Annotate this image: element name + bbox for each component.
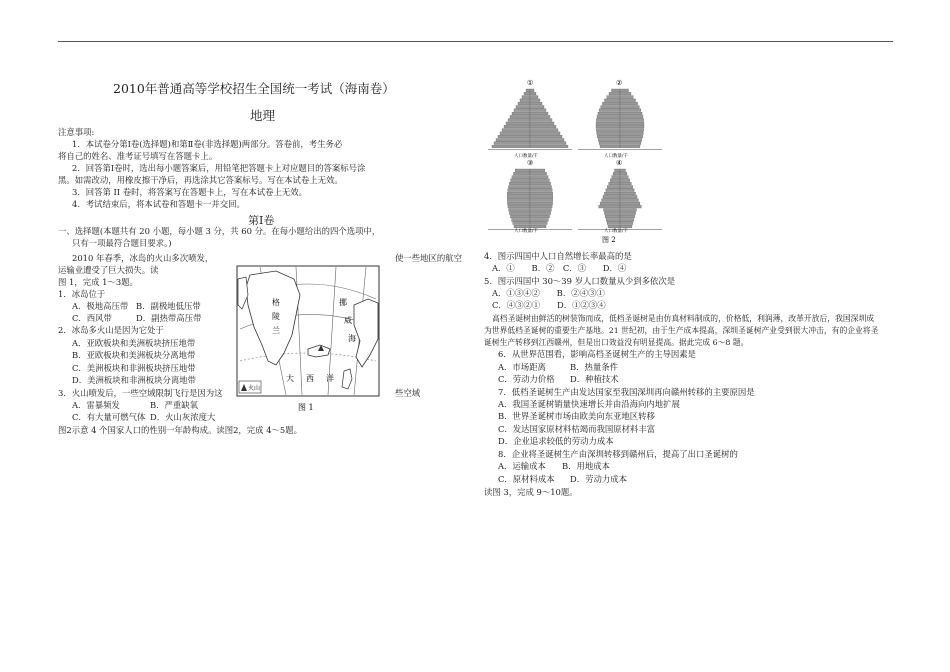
option: A．①③④② B．②④③① bbox=[492, 288, 605, 298]
intro-text: 读图 3，完成 9～10题。 bbox=[484, 487, 578, 497]
pyramid-bar bbox=[620, 195, 637, 198]
pyramid-bar bbox=[530, 225, 546, 228]
pyramid-bar bbox=[509, 209, 530, 212]
pyramid-bar bbox=[530, 119, 552, 122]
option: B．严重缺氧 bbox=[150, 400, 199, 410]
option: A．运输成本 bbox=[498, 461, 546, 471]
norway-sea-label: 海 bbox=[348, 334, 356, 343]
option: D．种植技术 bbox=[570, 374, 619, 384]
question-stem: 7．低档圣诞树生产由发达国家至我国深圳再向赣州转移的主要原因是 bbox=[498, 387, 755, 397]
pyramid-bar bbox=[514, 109, 530, 112]
note-line: 3．回答第 II 卷时，将答案写在答题卡上，写在本试卷上无效。 bbox=[72, 187, 308, 197]
pyramid-bar bbox=[612, 176, 620, 179]
greenland-label: 格 bbox=[272, 298, 280, 307]
pyramid-bar bbox=[599, 205, 620, 208]
pyramid-bar bbox=[620, 192, 636, 195]
pyramid-bar bbox=[498, 135, 530, 138]
pyramid-bar bbox=[530, 115, 550, 118]
option: A．雷暴频发 bbox=[72, 400, 120, 410]
pyramid-bar bbox=[604, 209, 621, 212]
pyramid-bar bbox=[509, 182, 530, 185]
option: B．热量条件 bbox=[570, 362, 619, 372]
option: D．劳动力成本 bbox=[570, 474, 627, 484]
pyramid-bar bbox=[597, 115, 620, 118]
pyramid-bar bbox=[597, 135, 620, 138]
figure-2-pyramids bbox=[484, 77, 669, 245]
pyramid-bar bbox=[530, 209, 551, 212]
pyramid-bar bbox=[596, 129, 620, 132]
pyramid-bar bbox=[613, 172, 620, 175]
atlantic-label: 洋 bbox=[326, 374, 334, 383]
pyramid-bar bbox=[596, 119, 620, 122]
option: A．我国圣诞树销量快速增长并由沿海向内地扩展 bbox=[498, 399, 680, 409]
norway-sea-label: 威 bbox=[344, 316, 352, 325]
pyramid-bar bbox=[600, 145, 620, 148]
pyramid-bar bbox=[530, 125, 556, 128]
pyramid-bar bbox=[607, 222, 620, 225]
pyramid-bar bbox=[511, 179, 530, 182]
option: A．亚欧板块和美洲板块挤压地带 bbox=[72, 338, 196, 348]
pyramid-bar bbox=[530, 215, 550, 218]
pyramid-bar bbox=[508, 189, 530, 192]
pyramid-bar bbox=[530, 109, 546, 112]
pyramid-bar bbox=[607, 96, 620, 99]
pyramid-bar bbox=[514, 225, 530, 228]
exam-title: 2010年普通高等学校招生全国统一考试（海南卷） bbox=[113, 81, 395, 96]
pyramid-bar bbox=[606, 219, 620, 222]
passage-line: 为世界低档圣诞树的重要生产基地。21 世纪初，由于生产成本提高，深圳圣诞树产业受到很大冲击，有的企业将圣 bbox=[484, 326, 879, 335]
pyramid-bar bbox=[494, 142, 530, 145]
pyramid-bar bbox=[596, 125, 620, 128]
pyramid-bar bbox=[596, 122, 620, 125]
pyramid-bar bbox=[507, 192, 530, 195]
pyramid-bar bbox=[530, 205, 552, 208]
question-stem: 些空域 bbox=[395, 388, 421, 398]
pyramid-bar bbox=[526, 89, 530, 92]
pyramid-bar bbox=[620, 186, 633, 189]
pyramid-bar bbox=[620, 115, 643, 118]
pyramid-bar bbox=[524, 92, 530, 95]
pyramid-bar bbox=[512, 112, 530, 115]
pyramid-bar bbox=[620, 202, 640, 205]
pyramid-bar bbox=[530, 129, 558, 132]
pyramid-bar bbox=[620, 135, 643, 138]
option: B．副极地低压带 bbox=[136, 301, 201, 311]
pyramid-bar bbox=[620, 102, 638, 105]
pyramid-bar bbox=[620, 129, 644, 132]
pyramid-bar bbox=[620, 92, 631, 95]
pyramid-bar bbox=[620, 225, 632, 228]
pyramid-bar bbox=[597, 132, 620, 135]
option: D．火山灰浓度大 bbox=[150, 412, 216, 422]
section-heading: 只有一项最符合题目要求。) bbox=[72, 238, 172, 248]
pyramid-bar bbox=[510, 115, 530, 118]
pyramid-bar bbox=[620, 109, 641, 112]
figure-2-caption: 图 2 bbox=[602, 236, 616, 244]
pyramid-bar bbox=[604, 192, 620, 195]
question-stem: 4．图示四国中人口自然增长率最高的是 bbox=[484, 251, 632, 261]
pyramid-bar bbox=[609, 92, 620, 95]
pyramid-bar bbox=[530, 222, 547, 225]
pyramid-bar bbox=[620, 142, 641, 145]
option: C．西风带 bbox=[72, 313, 112, 323]
pyramid-bar bbox=[530, 219, 548, 222]
option: C．劳动力价格 bbox=[498, 374, 555, 384]
pyramid-bar bbox=[512, 176, 530, 179]
pyramid-bar bbox=[509, 212, 530, 215]
pyramid-bar bbox=[604, 99, 620, 102]
pyramid-bar bbox=[620, 212, 636, 215]
pyramid-bar bbox=[600, 202, 620, 205]
pyramid-bar bbox=[530, 89, 534, 92]
header-rule bbox=[58, 41, 893, 42]
pyramid-bar bbox=[507, 195, 530, 198]
pyramid-bar bbox=[530, 202, 553, 205]
option: D．美洲板块和非洲板块分离地带 bbox=[72, 375, 196, 385]
norway-sea-label: 挪 bbox=[339, 298, 347, 307]
pyramid-bar bbox=[620, 189, 634, 192]
pyramid-bar bbox=[530, 199, 553, 202]
option: D．副热带高压带 bbox=[136, 313, 202, 323]
question-stem: 3．火山喷发后，一些空域限制飞行是因为这 bbox=[58, 388, 223, 398]
pyramid-bar bbox=[530, 189, 552, 192]
option: B．世界圣诞树市场由欧美向东亚地区转移 bbox=[498, 411, 655, 421]
question-stem: 6．从世界范围看，影响高档圣诞树生产的主导因素是 bbox=[498, 349, 696, 359]
option: C．发达国家原材料枯竭而我国原材料丰富 bbox=[498, 424, 656, 434]
axis-label: 人口数量/千 bbox=[514, 229, 539, 234]
passage-line: 诞树生产转移到江西赣州，但是出口效益没有明显提高。据此完成 6～8 题。 bbox=[484, 338, 749, 347]
question-stem: 1．冰岛位于 bbox=[58, 289, 106, 299]
option: A．① B．② C．③ D．④ bbox=[492, 263, 627, 273]
axis-label: 人口数量/千 bbox=[514, 154, 539, 159]
pyramid-bar bbox=[530, 169, 545, 172]
pyramid-bar bbox=[620, 179, 630, 182]
figure-1-map bbox=[236, 265, 380, 415]
pyramid-bar bbox=[500, 132, 530, 135]
pyramid-bar bbox=[496, 139, 530, 142]
greenland-label: 兰 bbox=[272, 326, 280, 335]
pyramid-bar bbox=[607, 186, 620, 189]
pyramid-bar bbox=[530, 182, 551, 185]
pyramid-bar bbox=[620, 119, 644, 122]
pyramid-label: ① bbox=[527, 79, 534, 87]
subject-title: 地理 bbox=[250, 108, 276, 123]
pyramid-bar bbox=[510, 215, 530, 218]
pyramid-bar bbox=[504, 125, 530, 128]
pyramid-bar bbox=[620, 125, 644, 128]
pyramid-bar bbox=[620, 219, 634, 222]
pyramid-bar bbox=[603, 195, 620, 198]
pyramid-bar bbox=[620, 172, 627, 175]
pyramid-bar bbox=[530, 122, 554, 125]
pyramid-bar bbox=[492, 145, 530, 148]
pyramid-bar bbox=[620, 99, 636, 102]
pyramid-bar bbox=[507, 202, 530, 205]
pyramid-bar bbox=[506, 122, 530, 125]
pyramid-label: ③ bbox=[527, 159, 534, 167]
pyramid-bar bbox=[604, 212, 620, 215]
pyramid-bar bbox=[620, 112, 642, 115]
pyramid-bar bbox=[530, 145, 568, 148]
option: B．亚欧板块和美洲板块分离地带 bbox=[72, 350, 196, 360]
pyramid-bar bbox=[507, 199, 530, 202]
pyramid-bar bbox=[620, 182, 631, 185]
pyramid-bar bbox=[530, 106, 544, 109]
passage-line: 高档圣诞树由鲜活的树装饰而成，低档圣诞树是由仿真材料制成的，价格低，利润薄，改革开放后，我国深圳成 bbox=[492, 314, 875, 323]
option: D．企业追求较低的劳动力成本 bbox=[498, 436, 614, 446]
option: A．市场距离 bbox=[498, 362, 546, 372]
axis-label: 人口数量/千 bbox=[604, 154, 629, 159]
pyramid-bar bbox=[602, 199, 620, 202]
pyramid-bar bbox=[599, 142, 620, 145]
note-line: 2．回答第Ⅰ卷时，选出每小题答案后，用铅笔把答题卡上对应题目的答案标号涂 bbox=[72, 163, 366, 173]
pyramid-bar bbox=[598, 139, 620, 142]
pyramid-bar bbox=[615, 169, 620, 172]
option: C．美洲板块和非洲板块挤压地带 bbox=[72, 363, 196, 373]
pyramid-bar bbox=[530, 176, 548, 179]
pyramid-bar bbox=[620, 205, 641, 208]
intro-text: 图2示意 4 个国家人口的性别一年龄构成。读图2，完成 4～5题。 bbox=[58, 425, 303, 435]
legend-label: 火山 bbox=[248, 385, 261, 392]
pyramid-bar bbox=[530, 96, 538, 99]
pyramid-bar bbox=[530, 112, 548, 115]
note-line: 将自己的姓名、准考证号填写在答题卡上。 bbox=[58, 151, 218, 161]
pyramid-bar bbox=[530, 186, 552, 189]
question-stem: 2．冰岛多火山是因为它处于 bbox=[58, 325, 164, 335]
volume-heading: 第Ⅰ卷 bbox=[248, 214, 275, 227]
option: A．极地高压带 bbox=[72, 301, 129, 311]
pyramid-bar bbox=[620, 176, 628, 179]
figure-1-caption: 图 1 bbox=[298, 403, 314, 412]
option: C．原材料成本 bbox=[498, 474, 555, 484]
pyramid-bar bbox=[601, 106, 620, 109]
pyramid-bar bbox=[605, 215, 620, 218]
notes-heading: 注意事项: bbox=[58, 127, 95, 137]
option: C．有大量可燃气体 bbox=[72, 412, 146, 422]
intro-text: 图 1，完成 1～3题。 bbox=[58, 277, 138, 287]
pyramid-bar bbox=[599, 109, 620, 112]
pyramid-bar bbox=[513, 172, 530, 175]
pyramid-bar bbox=[530, 172, 547, 175]
note-line: 1．本试卷分第Ⅰ卷(选择题)和第Ⅱ卷(非选择题)两部分。答卷前，考生务必 bbox=[72, 139, 343, 149]
pyramid-bar bbox=[508, 119, 530, 122]
pyramid-bar bbox=[518, 102, 530, 105]
pyramid-bar bbox=[620, 199, 638, 202]
pyramid-bar bbox=[530, 102, 542, 105]
pyramid-bar bbox=[620, 96, 633, 99]
pyramid-bar bbox=[522, 96, 530, 99]
pyramid-bar bbox=[620, 132, 643, 135]
pyramid-bar bbox=[620, 106, 639, 109]
pyramid-bar bbox=[530, 132, 560, 135]
pyramid-bar bbox=[620, 169, 625, 172]
pyramid-bar bbox=[508, 186, 530, 189]
note-line: 4．考试结束后，将本试卷和答题卡一并交回。 bbox=[72, 199, 245, 209]
pyramid-bar bbox=[530, 135, 562, 138]
pyramid-bar bbox=[530, 92, 536, 95]
pyramid-bar bbox=[508, 205, 530, 208]
pyramid-bar bbox=[513, 222, 530, 225]
option: B．用地成本 bbox=[562, 461, 611, 471]
intro-text: 2010 年春季，冰岛的火山多次喷发， bbox=[72, 253, 214, 263]
question-stem: 8．企业将圣诞树生产由深圳转移到赣州后，提高了出口圣诞树的 bbox=[498, 449, 738, 459]
greenland-label: 陵 bbox=[272, 312, 280, 321]
pyramid-bar bbox=[530, 212, 551, 215]
pyramid-bar bbox=[620, 215, 635, 218]
pyramid-bar bbox=[620, 89, 629, 92]
pyramid-bar bbox=[602, 102, 620, 105]
pyramid-bar bbox=[598, 112, 620, 115]
atlantic-label: 大 bbox=[286, 374, 294, 383]
pyramid-bar bbox=[620, 209, 637, 212]
pyramid-bar bbox=[620, 222, 633, 225]
pyramid-bar bbox=[609, 182, 620, 185]
pyramid-bar bbox=[606, 189, 620, 192]
pyramid-bar bbox=[620, 139, 642, 142]
pyramid-bar bbox=[520, 99, 530, 102]
pyramid-bar bbox=[611, 89, 620, 92]
pyramid-bar bbox=[530, 195, 553, 198]
pyramid-label: ④ bbox=[616, 159, 623, 167]
pyramid-bar bbox=[515, 169, 530, 172]
pyramid-label: ② bbox=[616, 79, 623, 87]
pyramid-bar bbox=[516, 106, 530, 109]
pyramid-bar bbox=[530, 142, 566, 145]
atlantic-label: 西 bbox=[306, 374, 314, 383]
intro-text: 使一些地区的航空 bbox=[395, 253, 462, 263]
pyramid-bar bbox=[512, 219, 530, 222]
pyramid-bar bbox=[530, 99, 540, 102]
pyramid-bar bbox=[530, 139, 564, 142]
pyramid-bar bbox=[610, 179, 620, 182]
pyramid-bar bbox=[620, 145, 640, 148]
question-stem: 5．图示四国中 30～39 岁人口数量从少到多依次是 bbox=[484, 276, 676, 286]
option: C．④③②① D．①②③④ bbox=[492, 300, 606, 310]
pyramid-bar bbox=[620, 122, 644, 125]
note-line: 黑。如需改动，用橡皮擦干净后，再选涂其它答案标号。写在本试卷上无效。 bbox=[58, 175, 343, 185]
pyramid-bar bbox=[608, 225, 620, 228]
pyramid-bar bbox=[502, 129, 530, 132]
pyramid-bar bbox=[530, 179, 549, 182]
intro-text: 运输业遭受了巨大损失。读 bbox=[58, 265, 159, 275]
pyramid-bar bbox=[530, 192, 553, 195]
axis-label: 人口数量/千 bbox=[604, 229, 629, 234]
section-heading: 一、选择题(本题共有 20 小题，每小题 3 分，共 60 分。在每小题给出的四个选项中， bbox=[58, 226, 381, 236]
